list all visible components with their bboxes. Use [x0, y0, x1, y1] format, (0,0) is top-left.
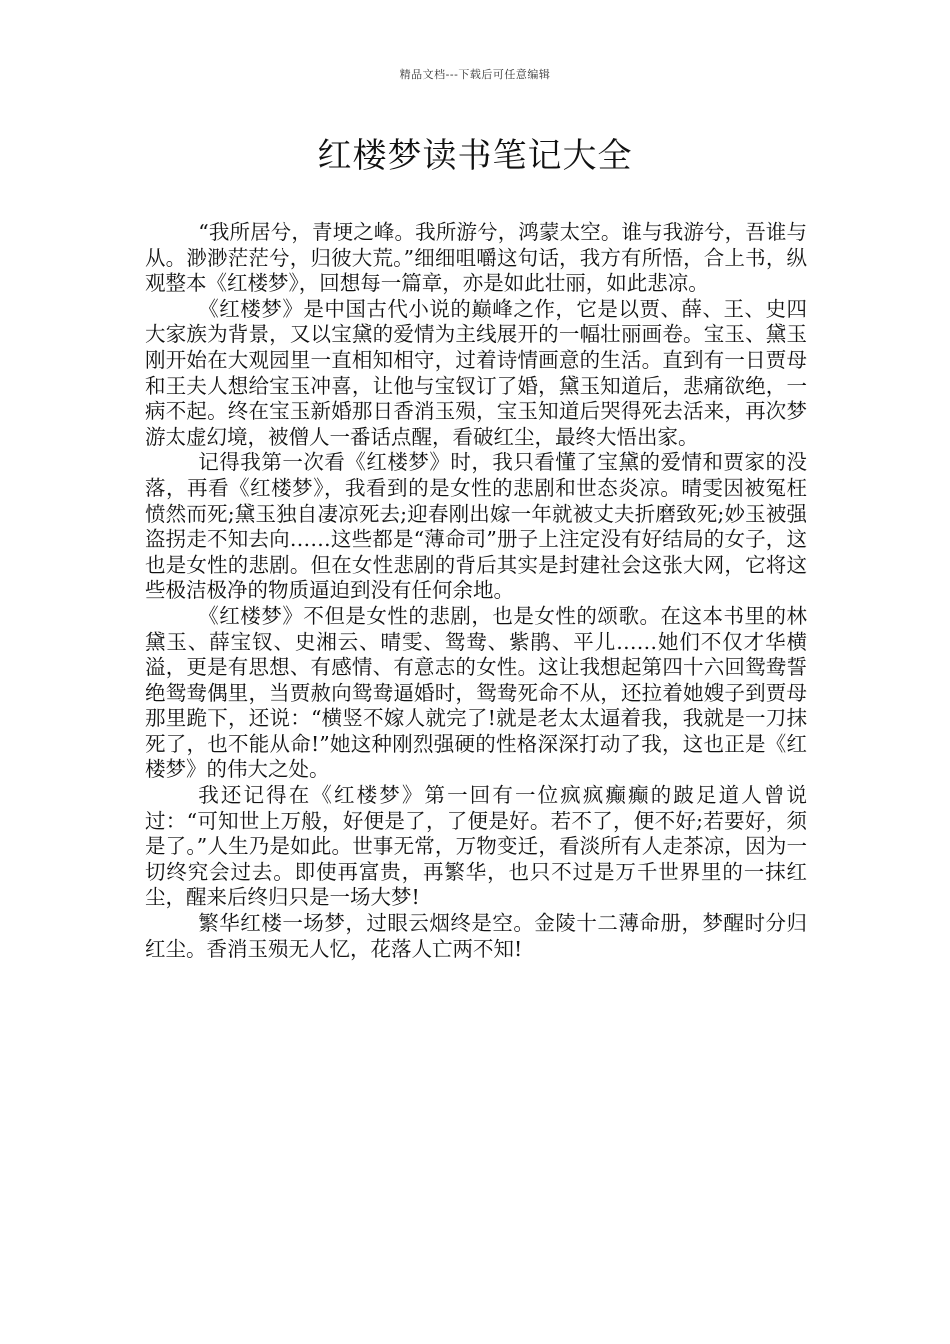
paragraph: 繁华红楼一场梦，过眼云烟终是空。金陵十二薄命册，梦醒时分归红尘。香消玉殒无人忆，花落人亡两不知! — [145, 911, 807, 961]
paragraph: 《红楼梦》不但是女性的悲剧，也是女性的颂歌。在这本书里的林黛玉、薛宝钗、史湘云、晴雯、鸳鸯、紫鹃、平儿……她们不仅才华横溢，更是有思想、有感情、有意志的女性。这让我想起第四十六回鸳鸯誓绝鸳鸯偶里，当贾赦向鸳鸯逼婚时，鸳鸯死命不从，还拉着她嫂子到贾母那里跪下，还说：“横竖不嫁人就完了!就是老太太逼着我，我就是一刀抹死了，也不能从命!”她这种刚烈强硬的性格深深打动了我，这也正是《红楼梦》的伟大之处。 — [145, 603, 807, 782]
document-title: 红楼梦读书笔记大全 — [317, 136, 633, 176]
document-body — [145, 220, 807, 962]
paragraph: “我所居兮，青埂之峰。我所游兮，鸿蒙太空。谁与我游兮，吾谁与从。渺渺茫茫兮，归彼大荒。”细细咀嚼这句话，我方有所悟，合上书，纵观整本《红楼梦》，回想每一篇章，亦是如此壮丽，如此悲凉。 — [145, 220, 807, 296]
paragraph: 我还记得在《红楼梦》第一回有一位疯疯癫癫的跛足道人曾说过：“可知世上万般，好便是了，了便是好。若不了，便不好;若要好，须是了。”人生乃是如此。世事无常，万物变迁，看淡所有人走茶凉，因为一切终究会过去。即使再富贵，再繁华，也只不过是万千世界里的一抹红尘，醒来后终归只是一场大梦! — [145, 783, 807, 910]
header-note: 精品文档---下载后可任意编辑 — [399, 68, 551, 81]
paragraph: 《红楼梦》是中国古代小说的巅峰之作，它是以贾、薛、王、史四大家族为背景，又以宝黛的爱情为主线展开的一幅壮丽画卷。宝玉、黛玉刚开始在大观园里一直相知相守，过着诗情画意的生活。直到有一日贾母和王夫人想给宝玉冲喜，让他与宝钗订了婚，黛玉知道后，悲痛欲绝，一病不起。终在宝玉新婚那日香消玉殒，宝玉知道后哭得死去活来，再次梦游太虚幻境，被僧人一番话点醒，看破红尘，最终大悟出家。 — [145, 296, 807, 449]
paragraph: 记得我第一次看《红楼梦》时，我只看懂了宝黛的爱情和贾家的没落，再看《红楼梦》，我看到的是女性的悲剧和世态炎凉。晴雯因被冤枉愤然而死;黛玉独自凄凉死去;迎春刚出嫁一年就被丈夫折磨致死;妙玉被强盗拐走不知去向……这些都是“薄命司”册子上注定没有好结局的女子，这也是女性的悲剧。但在女性悲剧的背后其实是封建社会这张大网，它将这些极洁极净的物质逼迫到没有任何余地。 — [145, 450, 807, 603]
